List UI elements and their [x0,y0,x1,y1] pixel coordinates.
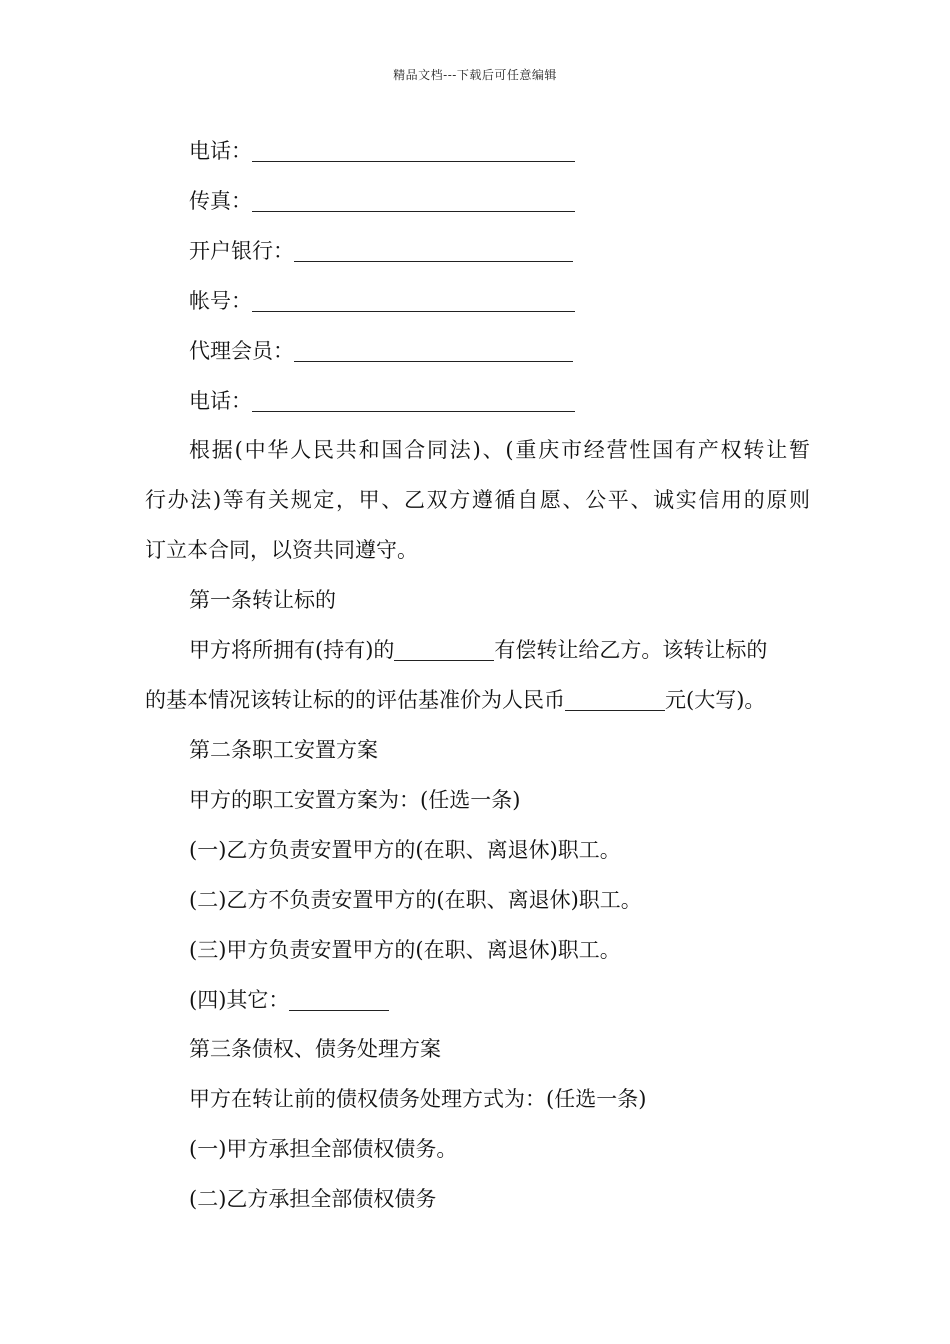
intro-line-3: 订立本合同，以资共同遵守。 [145,538,418,562]
fax-blank [252,189,575,212]
article1-para-line-2 [145,686,810,714]
article2-title: 第二条职工安置方案 [189,738,378,762]
article1-para-line-1 [145,636,854,664]
article1-title: 第一条转让标的 [189,588,336,612]
field-bank [145,237,854,265]
article3-title: 第三条债权、债务处理方案 [189,1037,441,1061]
field-label: 电话： [189,139,252,163]
target-blank [394,638,494,661]
bank-blank [294,239,573,262]
phone-blank [252,389,575,412]
field-label: 帐号： [189,289,252,313]
field-label: 电话： [189,389,252,413]
article2-intro: 甲方的职工安置方案为：(任选一条) [189,788,521,812]
price-blank [565,688,665,711]
text-segment: 甲方将所拥有(持有)的 [189,638,395,662]
text-segment: 元(大写)。 [665,688,766,712]
field-phone-2 [145,387,854,415]
intro-line-1: 根据(中华人民共和国合同法)、(重庆市经营性国有产权转让暂 [189,438,810,462]
field-label: 传真： [189,189,252,213]
page-header: 精品文档---下载后可任意编辑 [393,68,557,82]
field-fax [145,187,854,215]
intro-line-2: 行办法)等有关规定，甲、乙双方遵循自愿、公平、诚实信用的原则 [145,488,810,512]
field-phone-1 [145,137,854,165]
text-segment: 的基本情况该转让标的的评估基准价为人民币 [145,688,565,712]
agent-blank [294,339,573,362]
phone-blank [252,139,575,162]
field-label: 代理会员： [189,339,294,363]
article2-option-2: (二)乙方不负责安置甲方的(在职、离退休)职工。 [189,888,642,912]
field-account [145,287,854,315]
text-segment: 有偿转让给乙方。该转让标的 [494,638,768,662]
account-blank [252,289,575,312]
article2-option-3: (三)甲方负责安置甲方的(在职、离退休)职工。 [189,938,621,962]
field-agent [145,337,854,365]
article2-option-1: (一)乙方负责安置甲方的(在职、离退休)职工。 [189,838,621,862]
other-blank [289,988,389,1011]
text-segment: (四)其它： [189,988,290,1012]
field-label: 开户银行： [189,239,294,263]
article2-option-4 [145,986,854,1014]
article3-option-2: (二)乙方承担全部债权债务 [189,1187,437,1211]
article3-option-1: (一)甲方承担全部债权债务。 [189,1137,458,1161]
article3-intro: 甲方在转让前的债权债务处理方式为：(任选一条) [189,1087,647,1111]
